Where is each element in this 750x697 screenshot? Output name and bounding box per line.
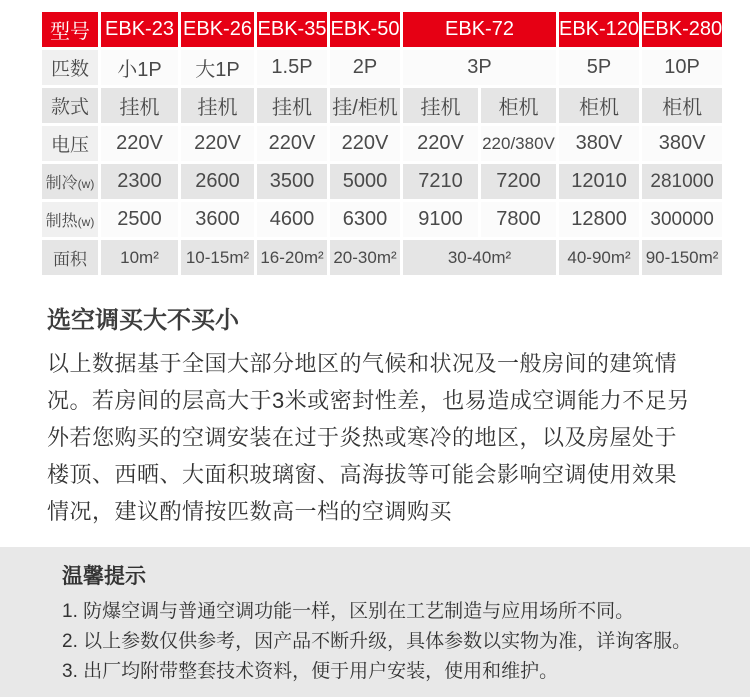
spec-cell: 380V: [559, 126, 639, 161]
spec-cell: 3500: [257, 164, 327, 199]
spec-cell: 大1P: [181, 50, 254, 85]
spec-cell: 7800: [481, 202, 556, 237]
spec-cell: 220V: [330, 126, 400, 161]
advice-line: 况。若房间的层高大于3米或密封性差，也易造成空调能力不足另: [47, 388, 690, 413]
spec-cell: 6300: [330, 202, 400, 237]
spec-cell: 3600: [181, 202, 254, 237]
row-label-cooling: [42, 164, 98, 199]
spec-cell: 10P: [642, 50, 722, 85]
spec-cell: 4600: [257, 202, 327, 237]
spec-cell: 7210: [403, 164, 478, 199]
spec-cell: 1.5P: [257, 50, 327, 85]
header-model-cell: EBK-23: [101, 12, 178, 47]
spec-cell: 7200: [481, 164, 556, 199]
spec-cell: 281000: [642, 164, 722, 199]
spec-cell: 220V: [101, 126, 178, 161]
heating-label: 制热: [45, 213, 78, 230]
spec-cell: 小1P: [101, 50, 178, 85]
spec-cell: 2300: [101, 164, 178, 199]
spec-cell: 16-20m²: [257, 240, 327, 275]
spec-cell: 2600: [181, 164, 254, 199]
spec-cell: 220/380V: [481, 126, 556, 161]
header-model-cell: EBK-72: [403, 12, 556, 47]
row-label-style: 款式: [42, 88, 98, 123]
cooling-unit: (w): [77, 177, 95, 191]
spec-table: [39, 9, 725, 278]
row-label-hp: 匹数: [42, 50, 98, 85]
advice-paragraph: [47, 345, 710, 530]
header-model-cell: EBK-26: [181, 12, 254, 47]
spec-cell: 3P: [403, 50, 556, 85]
spec-cell: 5000: [330, 164, 400, 199]
advice-line: 以上数据基于全国大部分地区的气候和状况及一般房间的建筑情: [47, 351, 678, 376]
voltage-row: [42, 126, 722, 161]
spec-cell: 10-15m²: [181, 240, 254, 275]
style-row: [42, 88, 722, 123]
spec-cell: 10m²: [101, 240, 178, 275]
spec-cell: 220V: [181, 126, 254, 161]
spec-cell: 柜机: [642, 88, 722, 123]
row-label-voltage: 电压: [42, 126, 98, 161]
hp-row: [42, 50, 722, 85]
header-model-cell: EBK-280: [642, 12, 722, 47]
tip-item: 1. 防爆空调与普通空调功能一样，区别在工艺制造与应用场所不同。: [62, 601, 635, 622]
tips-title: 温馨提示: [62, 565, 146, 588]
tips-box: [0, 547, 750, 697]
header-model-label: 型号: [42, 12, 98, 47]
advice-line: 楼顶、西晒、大面积玻璃窗、高海拔等可能会影响空调使用效果: [47, 462, 678, 487]
spec-cell: 220V: [403, 126, 478, 161]
spec-cell: 5P: [559, 50, 639, 85]
tip-item: 2. 以上参数仅供参考，因产品不断升级，具体参数以实物为准，详询客服。: [62, 631, 692, 652]
spec-cell: 12800: [559, 202, 639, 237]
spec-cell: 柜机: [559, 88, 639, 123]
spec-cell: 挂机: [403, 88, 478, 123]
spec-cell: 380V: [642, 126, 722, 161]
spec-cell: 20-30m²: [330, 240, 400, 275]
area-row: [42, 240, 722, 275]
spec-cell: 2500: [101, 202, 178, 237]
advice-line: 外若您购买的空调安装在过于炎热或寒冷的地区，以及房屋处于: [47, 425, 678, 450]
cooling-label: 制冷: [45, 175, 78, 192]
spec-cell: 挂机: [181, 88, 254, 123]
spec-cell: 300000: [642, 202, 722, 237]
spec-cell: 挂机: [257, 88, 327, 123]
heating-row: [42, 202, 722, 237]
spec-cell: 9100: [403, 202, 478, 237]
spec-cell: 40-90m²: [559, 240, 639, 275]
row-label-heating: [42, 202, 98, 237]
spec-cell: 2P: [330, 50, 400, 85]
advice-title: 选空调买大不买小: [47, 307, 239, 334]
row-label-area: 面积: [42, 240, 98, 275]
spec-cell: 30-40m²: [403, 240, 556, 275]
header-model-cell: EBK-120: [559, 12, 639, 47]
tip-item: 3. 出厂均附带整套技术资料，便于用户安装，使用和维护。: [62, 661, 559, 682]
header-model-cell: EBK-50: [330, 12, 400, 47]
spec-cell: 挂机: [101, 88, 178, 123]
header-model-cell: EBK-35: [257, 12, 327, 47]
spec-cell: 220V: [257, 126, 327, 161]
spec-cell: 12010: [559, 164, 639, 199]
advice-line: 情况，建议酌情按匹数高一档的空调购买: [47, 499, 453, 524]
spec-cell: 柜机: [481, 88, 556, 123]
buying-advice-section: [0, 278, 750, 530]
heating-unit: (w): [77, 215, 95, 229]
spec-cell: 挂/柜机: [330, 88, 400, 123]
spec-cell: 90-150m²: [642, 240, 722, 275]
table-header-row: [42, 12, 722, 47]
cooling-row: [42, 164, 722, 199]
